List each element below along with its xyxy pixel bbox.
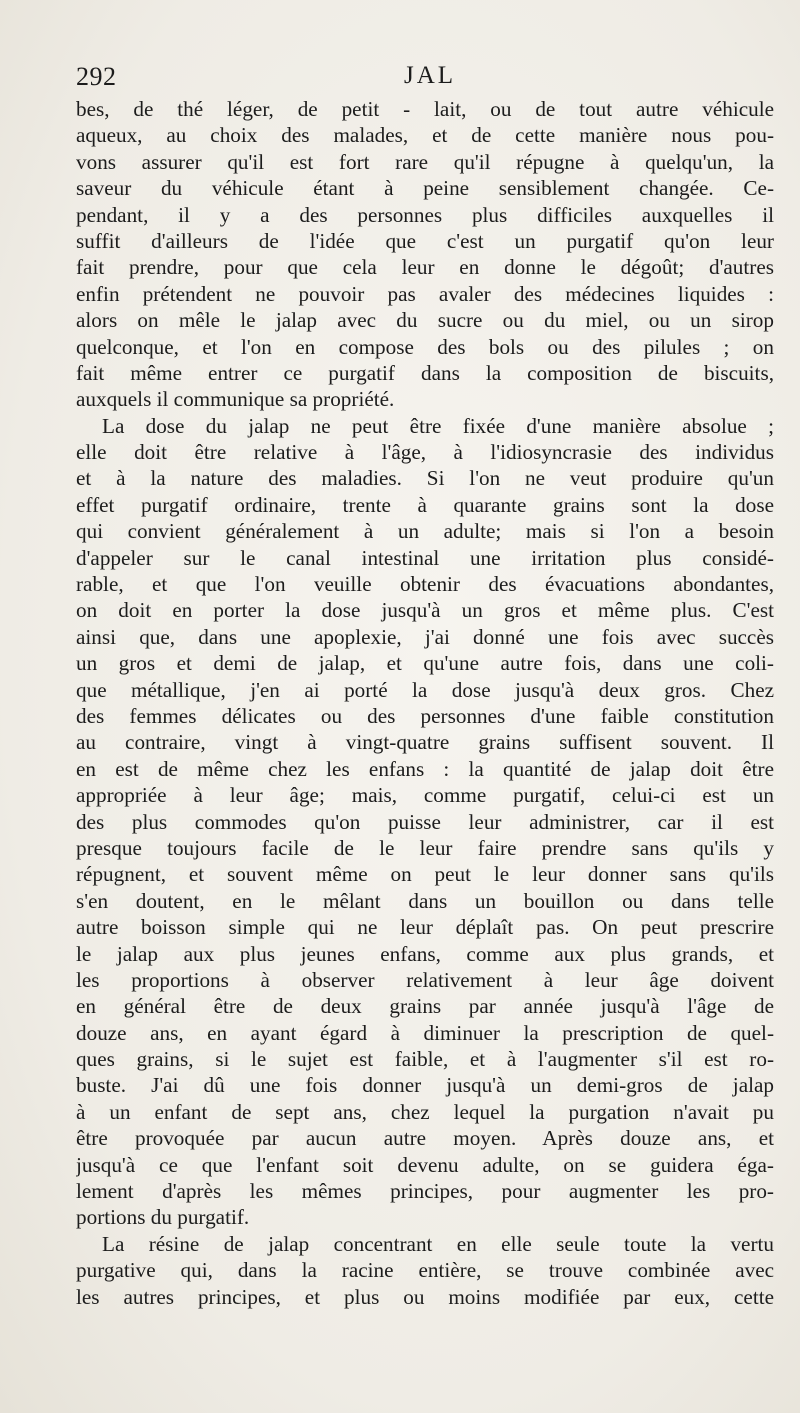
text-line: et à la nature des maladies. Si l'on ne veut produire qu'un bbox=[76, 466, 774, 491]
text-line: enfin prétendent ne pouvoir pas avaler des médecines liquides : bbox=[76, 281, 774, 306]
text-line: répugnent, et souvent même on peut le leur donner sans qu'ils bbox=[76, 862, 774, 887]
text-line: aqueux, au choix des malades, et de cette manière nous pou- bbox=[76, 123, 774, 148]
text-line: en est de même chez les enfans : la quantité de jalap doit être bbox=[76, 756, 774, 781]
text-line: buste. J'ai dû une fois donner jusqu'à un demi-gros de jalap bbox=[76, 1073, 774, 1098]
text-line: presque toujours facile de le leur faire prendre sans qu'ils y bbox=[76, 835, 774, 860]
text-line: effet purgatif ordinaire, trente à quarante grains sont la dose bbox=[76, 492, 774, 517]
text-line: appropriée à leur âge; mais, comme purgatif, celui-ci est un bbox=[76, 783, 774, 808]
text-line: ques grains, si le sujet est faible, et à l'augmenter s'il est ro- bbox=[76, 1047, 774, 1072]
text-line: La résine de jalap concentrant en elle seule toute la vertu bbox=[102, 1231, 774, 1256]
text-line: autre boisson simple qui ne leur déplaît pas. On peut prescrire bbox=[76, 915, 774, 940]
text-line: au contraire, vingt à vingt-quatre grains suffisent souvent. Il bbox=[76, 730, 774, 755]
text-line: pendant, il y a des personnes plus difficiles auxquelles il bbox=[76, 202, 774, 227]
text-line: fait prendre, pour que cela leur en donne le dégoût; d'autres bbox=[76, 255, 774, 280]
text-line: être provoquée par aucun autre moyen. Après douze ans, et bbox=[76, 1126, 774, 1151]
text-line: rable, et que l'on veuille obtenir des évacuations abondantes, bbox=[76, 572, 774, 597]
text-line: elle doit être relative à l'âge, à l'idiosyncrasie des individus bbox=[76, 440, 774, 465]
text-line: fait même entrer ce purgatif dans la composition de biscuits, bbox=[76, 360, 774, 385]
text-line: portions du purgatif. bbox=[76, 1205, 250, 1230]
body-text bbox=[76, 96, 774, 1310]
page-number: 292 bbox=[76, 62, 117, 91]
text-line: d'appeler sur le canal intestinal une irritation plus considé- bbox=[76, 545, 774, 570]
text-line: alors on mêle le jalap avec du sucre ou du miel, ou un sirop bbox=[76, 308, 774, 333]
text-line: bes, de thé léger, de petit - lait, ou de tout autre véhicule bbox=[76, 97, 774, 121]
text-line: lement d'après les mêmes principes, pour augmenter les pro- bbox=[76, 1179, 774, 1204]
text-line: La dose du jalap ne peut être fixée d'une manière absolue ; bbox=[102, 413, 774, 438]
text-line: on doit en porter la dose jusqu'à un gros et même plus. C'est bbox=[76, 598, 774, 623]
text-line: en général être de deux grains par année jusqu'à l'âge de bbox=[76, 994, 774, 1019]
text-line: le jalap aux plus jeunes enfans, comme aux plus grands, et bbox=[76, 941, 774, 966]
text-line: qui convient généralement à un adulte; mais si l'on a besoin bbox=[76, 519, 774, 544]
text-line: s'en doutent, en le mêlant dans un bouillon ou dans telle bbox=[76, 888, 774, 913]
text-line: quelconque, et l'on en compose des bols ou des pilules ; on bbox=[76, 334, 774, 359]
text-line: purgative qui, dans la racine entière, se trouve combinée avec bbox=[76, 1258, 774, 1283]
text-line: ainsi que, dans une apoplexie, j'ai donné une fois avec succès bbox=[76, 624, 774, 649]
running-head: JAL bbox=[403, 62, 457, 89]
text-line: un gros et demi de jalap, et qu'une autre fois, dans une coli- bbox=[76, 651, 774, 676]
text-line: saveur du véhicule étant à peine sensiblement changée. Ce- bbox=[76, 176, 774, 201]
text-line: les autres principes, et plus ou moins modifiée par eux, cette bbox=[76, 1284, 774, 1309]
text-line: des femmes délicates ou des personnes d'une faible constitution bbox=[76, 703, 774, 728]
text-line: suffit d'ailleurs de l'idée que c'est un purgatif qu'on leur bbox=[76, 228, 774, 253]
text-line: douze ans, en ayant égard à diminuer la prescription de quel- bbox=[76, 1020, 774, 1045]
page-header bbox=[76, 62, 766, 96]
text-line: auxquels il communique sa propriété. bbox=[76, 387, 395, 412]
text-line: les proportions à observer relativement à leur âge doivent bbox=[76, 967, 774, 992]
text-line: jusqu'à ce que l'enfant soit devenu adulte, on se guidera éga- bbox=[76, 1152, 774, 1177]
text-line: que métallique, j'en ai porté la dose jusqu'à deux gros. Chez bbox=[76, 677, 774, 702]
text-line: vons assurer qu'il est fort rare qu'il répugne à quelqu'un, la bbox=[76, 149, 774, 174]
text-line: des plus commodes qu'on puisse leur administrer, car il est bbox=[76, 809, 774, 834]
text-line: à un enfant de sept ans, chez lequel la purgation n'avait pu bbox=[76, 1099, 774, 1124]
